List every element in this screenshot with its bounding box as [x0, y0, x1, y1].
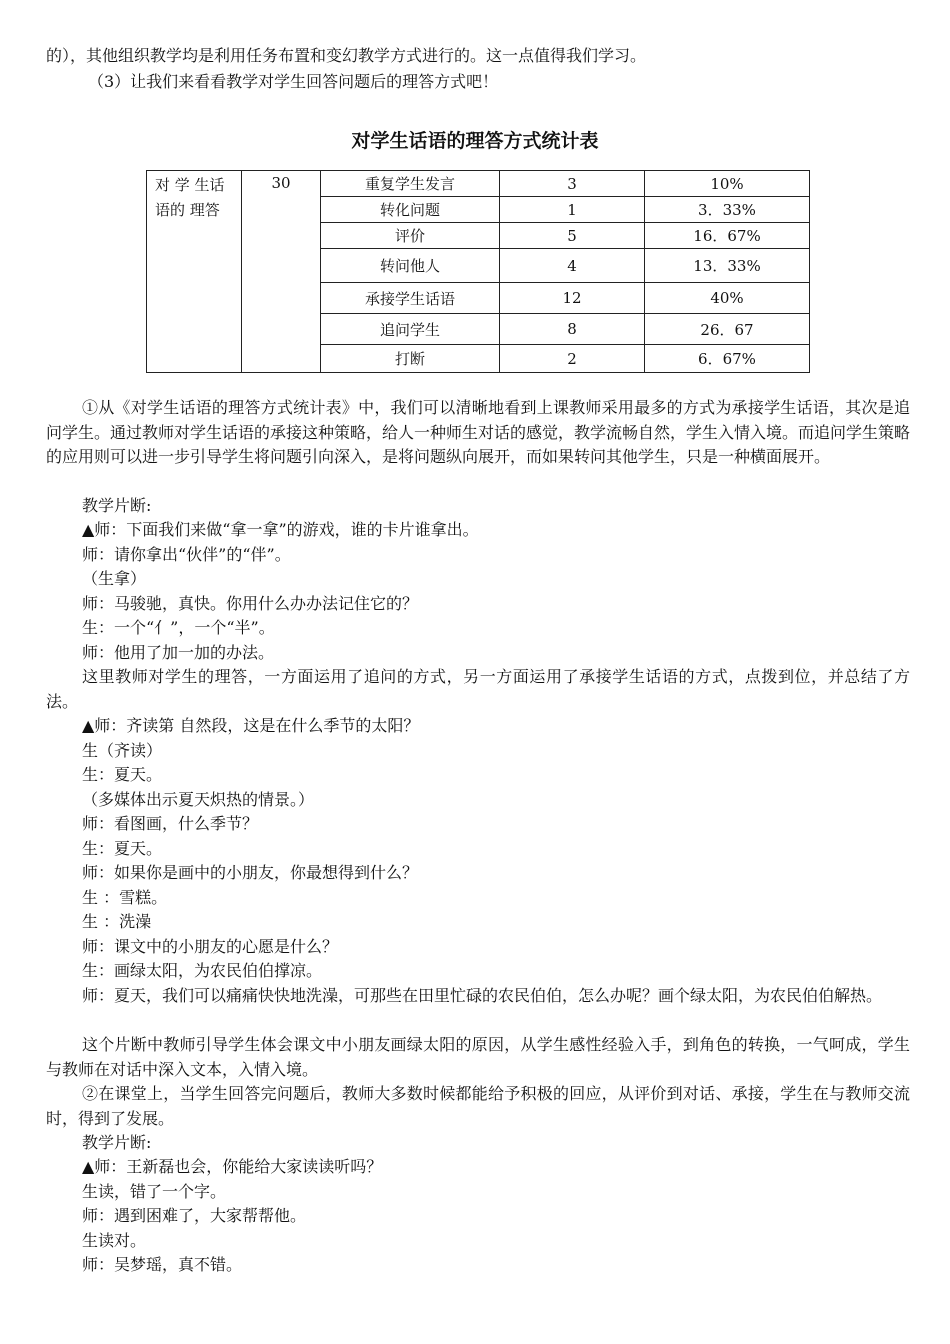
percent-cell: 3．33% [645, 197, 810, 223]
percent-cell: 26．67 [645, 314, 810, 345]
dialogue-line: 师：课文中的小朋友的心愿是什么？ [82, 937, 339, 956]
dialogue-line: ▲师：下面我们来做“拿一拿”的游戏，谁的卡片谁拿出。 [82, 520, 479, 539]
percent-cell: 6．67% [645, 345, 810, 373]
dialogue-line: 生：夏天。 [82, 839, 163, 858]
method-cell: 评价 [321, 223, 500, 249]
method-cell: 打断 [321, 345, 500, 373]
percent-cell: 13．33% [645, 249, 810, 283]
paragraph-4: ②在课堂上，当学生回答完问题后，教师大多数时候都能给予积极的回应，从评价到对话、承接，学生在与教师交流时，得到了发展。 [46, 1084, 910, 1128]
dialogue-line: 生 ：雪糕。 [82, 888, 168, 907]
dialogue-paragraph: 师：夏天，我们可以痛痛快快地洗澡，可那些在田里忙碌的农民伯伯，怎么办呢？画个绿太阳，为农民伯伯解热。 [82, 986, 883, 1005]
count-cell: 2 [500, 345, 645, 373]
table-row [147, 171, 810, 197]
count-cell: 5 [500, 223, 645, 249]
dialogue-line: 生 ：洗澡 [82, 912, 152, 931]
dialogue-line: 师：如果你是画中的小朋友，你最想得到什么？ [82, 863, 419, 882]
dialogue-line: （生拿） [82, 569, 147, 588]
dialogue-line: 师：吴梦瑶，真不错。 [82, 1255, 243, 1274]
paragraph-1: ①从《对学生话语的理答方式统计表》中，我们可以清晰地看到上课教师采用最多的方式为承接学生话语，其次是追问学生。通过教师对学生话语的承接这种策略，给人一种师生对话的感觉，教学流畅自然，学生入情入境。而追问学生策略的应用则可以进一步引导学生将问题引向深入，是将问题纵向展开，而如果转问其他学生，只是一种横面展开。 [46, 398, 911, 466]
table-title: 对学生话语的理答方式统计表 [351, 130, 599, 152]
paragraph-3: 这个片断中教师引导学生体会课文中小朋友画绿太阳的原因，从学生感性经验入手，到角色的转换，一气呵成，学生与教师在对话中深入文本，入情入境。 [46, 1035, 910, 1079]
dialogue-line: 生：夏天。 [82, 765, 163, 784]
segment-label-1: 教学片断: [82, 496, 152, 515]
count-cell: 1 [500, 197, 645, 223]
percent-cell: 40% [645, 283, 810, 314]
category-cell: 对 学 生话语的 理答 [147, 171, 242, 373]
dialogue-line: 师：他用了加一加的办法。 [82, 643, 275, 662]
method-cell: 转化问题 [321, 197, 500, 223]
percent-cell: 16．67% [645, 223, 810, 249]
segment-label-2: 教学片断: [82, 1133, 152, 1152]
intro-line-2: （3）让我们来看看教学对学生回答问题后的理答方式吧！ [88, 72, 499, 91]
intro-line-1: 的），其他组织教学均是利用任务布置和变幻教学方式进行的。这一点值得我们学习。 [46, 46, 647, 65]
count-cell: 8 [500, 314, 645, 345]
dialogue-line: 生（齐读） [82, 741, 163, 760]
dialogue-line: 师：马骏驰，真快。你用什么办办法记住它的？ [82, 594, 419, 613]
dialogue-line: 生：一个“亻”，一个“半”。 [82, 618, 275, 637]
count-cell: 12 [500, 283, 645, 314]
count-cell: 4 [500, 249, 645, 283]
dialogue-line: 生：画绿太阳，为农民伯伯撑凉。 [82, 961, 323, 980]
dialogue-line: 生读，错了一个字。 [82, 1182, 227, 1201]
method-cell: 承接学生话语 [321, 283, 500, 314]
percent-cell: 10% [645, 171, 810, 197]
dialogue-line: 师：看图画，什么季节？ [82, 814, 259, 833]
dialogue-line: ▲师：齐读第 自然段，这是在什么季节的太阳？ [82, 716, 420, 735]
dialogue-line: ▲师：王新磊也会，你能给大家读读听吗？ [82, 1157, 383, 1176]
total-cell: 30 [242, 171, 321, 373]
count-cell: 3 [500, 171, 645, 197]
dialogue-line: 师：遇到困难了，大家帮帮他。 [82, 1206, 307, 1225]
paragraph-2: 这里教师对学生的理答，一方面运用了追问的方式，另一方面运用了承接学生话语的方式，点拨到位，并总结了方法。 [46, 667, 910, 711]
dialogue-line: 师：请你拿出“伙伴”的“伴”。 [82, 545, 291, 564]
method-cell: 追问学生 [321, 314, 500, 345]
dialogue-line: （多媒体出示夏天炽热的情景。） [82, 790, 315, 809]
method-cell: 转问他人 [321, 249, 500, 283]
dialogue-line: 生读对。 [82, 1231, 147, 1250]
stats-table [146, 170, 810, 373]
method-cell: 重复学生发言 [321, 171, 500, 197]
